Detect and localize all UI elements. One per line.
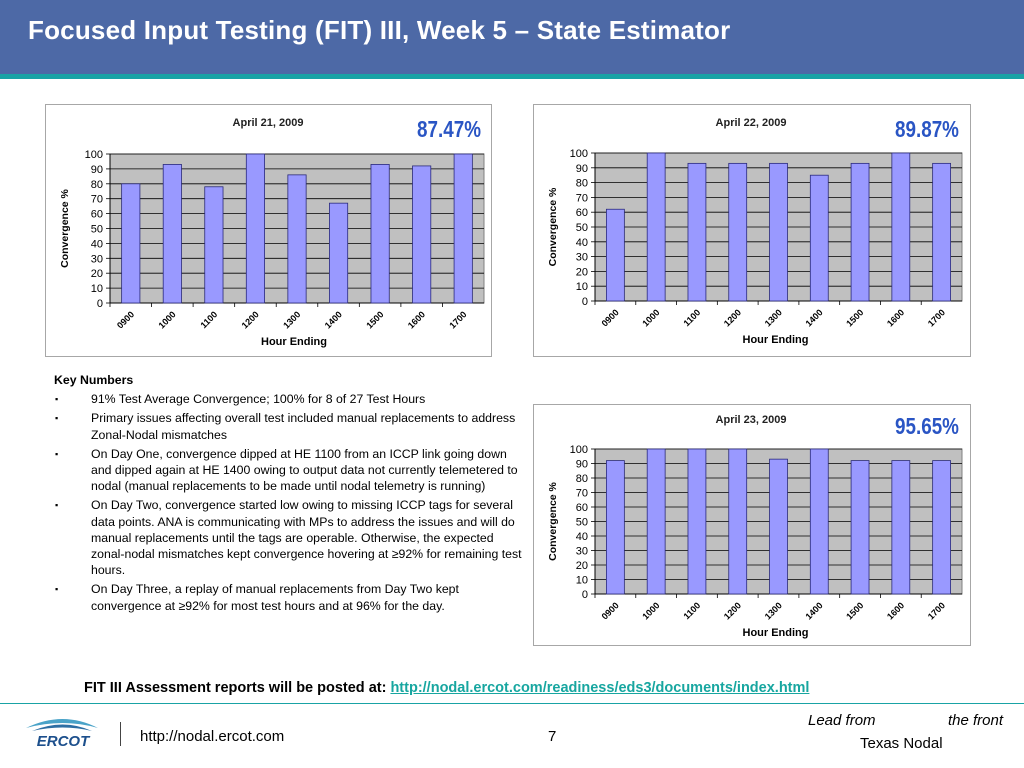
bar-chart-svg	[534, 405, 970, 645]
key-numbers-list	[54, 391, 524, 614]
key-number-item	[54, 391, 524, 407]
y-tick-label: 60	[575, 502, 588, 514]
x-tick-label: 1100	[681, 600, 703, 622]
posted-label: FIT III Assessment reports will be posted at:	[84, 680, 391, 696]
chart-april-21	[45, 104, 492, 357]
y-tick-label: 100	[84, 149, 103, 161]
ercot-logo	[18, 712, 108, 752]
chart-title: April 23, 2009	[715, 414, 787, 426]
x-tick-label: 1600	[405, 309, 428, 331]
y-axis-title: Convergence %	[547, 187, 559, 267]
y-tick-label: 90	[575, 162, 588, 175]
bar-1400	[329, 203, 347, 303]
bar-1600	[413, 166, 431, 303]
key-number-text: On Day One, convergence dipped at HE 1100 from an ICCP link going down and dipped again at HE 1400 owing to output data not currently telemetered to nodal (manual replacements to be made until nodal telemetry is running)	[91, 446, 518, 494]
x-tick-label: 0900	[114, 309, 137, 331]
bar-1100	[205, 187, 223, 303]
ercot-logo-text: ERCOT	[36, 733, 90, 750]
y-tick-label: 30	[575, 251, 588, 264]
y-tick-label: 50	[575, 222, 588, 234]
key-numbers-title: Key Numbers	[54, 373, 134, 387]
y-tick-label: 0	[581, 296, 588, 308]
bar-1700	[933, 163, 951, 301]
bar-1300	[770, 163, 788, 301]
y-tick-label: 70	[575, 487, 588, 500]
x-axis-title: Hour Ending	[742, 334, 809, 346]
x-tick-label: 1300	[762, 600, 784, 622]
x-tick-label: 0900	[599, 307, 621, 329]
x-tick-label: 1100	[198, 309, 220, 331]
bar-chart-svg	[46, 105, 491, 356]
y-tick-label: 20	[575, 560, 588, 572]
y-tick-label: 30	[575, 545, 588, 558]
x-tick-label: 1200	[239, 309, 261, 331]
y-axis-title: Convergence %	[59, 189, 71, 268]
bar-chart-svg	[534, 105, 970, 356]
chart-april-23	[533, 404, 971, 646]
x-tick-label: 1100	[681, 307, 703, 329]
title-bar	[0, 0, 1024, 74]
x-tick-label: 1400	[803, 600, 825, 622]
x-tick-label: 1500	[844, 307, 866, 329]
tagline	[808, 712, 1003, 729]
bar-1000	[163, 164, 181, 303]
chart-title: April 21, 2009	[232, 117, 304, 129]
page-number: 7	[548, 728, 557, 745]
bar-1200	[729, 449, 747, 594]
x-tick-label: 1300	[281, 309, 303, 331]
bullet-icon: ▪	[55, 500, 59, 511]
chart-title: April 22, 2009	[715, 117, 787, 129]
x-tick-label: 1000	[640, 600, 662, 622]
tagline-bottom: Texas Nodal	[860, 735, 943, 752]
key-numbers	[54, 372, 524, 617]
x-tick-label: 1500	[844, 600, 866, 622]
bar-1200	[246, 154, 264, 303]
bar-1200	[729, 163, 747, 301]
bar-0900	[122, 184, 140, 303]
footer-divider	[0, 703, 1024, 704]
key-number-item	[54, 446, 524, 495]
x-tick-label: 1000	[640, 307, 662, 329]
tagline-left: Lead from	[808, 712, 876, 729]
y-tick-label: 100	[569, 444, 588, 456]
bar-0900	[606, 209, 624, 301]
bar-1500	[851, 163, 869, 301]
x-tick-label: 1200	[721, 600, 744, 622]
key-number-text: Primary issues affecting overall test included manual replacements to address Zonal-Nodal mismatches	[91, 411, 516, 442]
chart-headline-percent: 87.47%	[417, 117, 481, 143]
x-tick-label: 1700	[925, 600, 948, 622]
y-tick-label: 40	[575, 531, 588, 543]
bar-1400	[810, 449, 828, 594]
x-tick-label: 1600	[885, 307, 907, 329]
y-tick-label: 0	[581, 589, 588, 601]
x-tick-label: 1500	[364, 309, 386, 331]
x-tick-label: 1400	[322, 309, 344, 331]
bullet-icon: ▪	[55, 448, 59, 459]
bar-1500	[371, 164, 389, 303]
y-tick-label: 70	[90, 193, 103, 206]
chart-headline-percent: 95.65%	[895, 414, 959, 440]
assessment-reports-link[interactable]: http://nodal.ercot.com/readiness/eds3/documents/index.html	[390, 680, 810, 696]
bar-1300	[770, 459, 788, 594]
y-axis-title: Convergence %	[547, 482, 559, 561]
y-tick-label: 60	[90, 208, 103, 221]
y-tick-label: 100	[569, 148, 588, 160]
bar-1400	[810, 175, 828, 301]
y-tick-label: 90	[575, 458, 588, 471]
bullet-icon: ▪	[55, 413, 59, 424]
y-tick-label: 10	[90, 283, 103, 296]
y-tick-label: 20	[90, 268, 103, 281]
y-tick-label: 40	[575, 236, 588, 249]
key-number-text: 91% Test Average Convergence; 100% for 8 of 27 Test Hours	[91, 392, 426, 407]
x-tick-label: 1600	[885, 600, 907, 622]
bar-1000	[647, 153, 665, 301]
bar-0900	[606, 461, 624, 594]
x-tick-label: 1200	[721, 307, 744, 329]
chart-april-22	[533, 104, 971, 357]
footer-url[interactable]: http://nodal.ercot.com	[140, 728, 285, 745]
y-tick-label: 20	[575, 266, 588, 279]
x-tick-label: 1300	[762, 307, 784, 329]
x-tick-label: 1400	[803, 307, 825, 329]
bar-1000	[647, 449, 665, 594]
key-number-item	[54, 497, 524, 578]
y-tick-label: 40	[90, 238, 103, 251]
posted-notice	[84, 680, 809, 696]
x-tick-label: 1000	[156, 309, 178, 331]
bar-1100	[688, 163, 706, 301]
tagline-right: the front	[947, 712, 1003, 729]
bullet-icon: ▪	[55, 584, 59, 595]
bullet-icon: ▪	[55, 394, 59, 405]
bar-1500	[851, 461, 869, 594]
x-axis-title: Hour Ending	[742, 627, 809, 639]
y-tick-label: 30	[90, 253, 103, 266]
key-number-item	[54, 581, 524, 613]
y-tick-label: 90	[90, 163, 103, 176]
bar-1600	[892, 153, 910, 301]
x-tick-label: 0900	[599, 600, 621, 622]
key-number-text: On Day Three, a replay of manual replacements from Day Two kept convergence at ≥92% for most test hours and at 96% for the day.	[91, 582, 459, 613]
y-tick-label: 50	[90, 223, 103, 236]
bar-1700	[454, 154, 472, 303]
slide-title: Focused Input Testing (FIT) III, Week 5 – State Estimator	[28, 15, 731, 45]
chart-headline-percent: 89.87%	[895, 117, 959, 143]
x-tick-label: 1700	[447, 309, 469, 331]
x-tick-label: 1700	[925, 307, 948, 329]
y-tick-label: 10	[575, 281, 588, 294]
y-tick-label: 80	[575, 473, 588, 485]
y-tick-label: 80	[575, 177, 588, 190]
y-tick-label: 70	[575, 192, 588, 205]
bar-1600	[892, 461, 910, 594]
y-tick-label: 60	[575, 207, 588, 220]
bar-1700	[933, 461, 951, 594]
y-tick-label: 0	[96, 298, 103, 310]
footer-separator	[120, 722, 121, 746]
y-tick-label: 50	[575, 516, 588, 529]
y-tick-label: 80	[90, 178, 103, 191]
bar-1100	[688, 449, 706, 594]
key-number-text: On Day Two, convergence started low owing to missing ICCP tags for several data points. ANA is communicating with MPs to address the issues and will do manual replacements until the tags are operable. Otherwise, the expected zonal-nodal mismatches kept convergence hovering at ≥92% for remaining test hours.	[91, 498, 522, 578]
bar-1300	[288, 175, 306, 303]
x-axis-title: Hour Ending	[261, 336, 327, 348]
y-tick-label: 10	[575, 574, 588, 587]
key-number-item	[54, 410, 524, 442]
title-underline	[0, 74, 1024, 79]
